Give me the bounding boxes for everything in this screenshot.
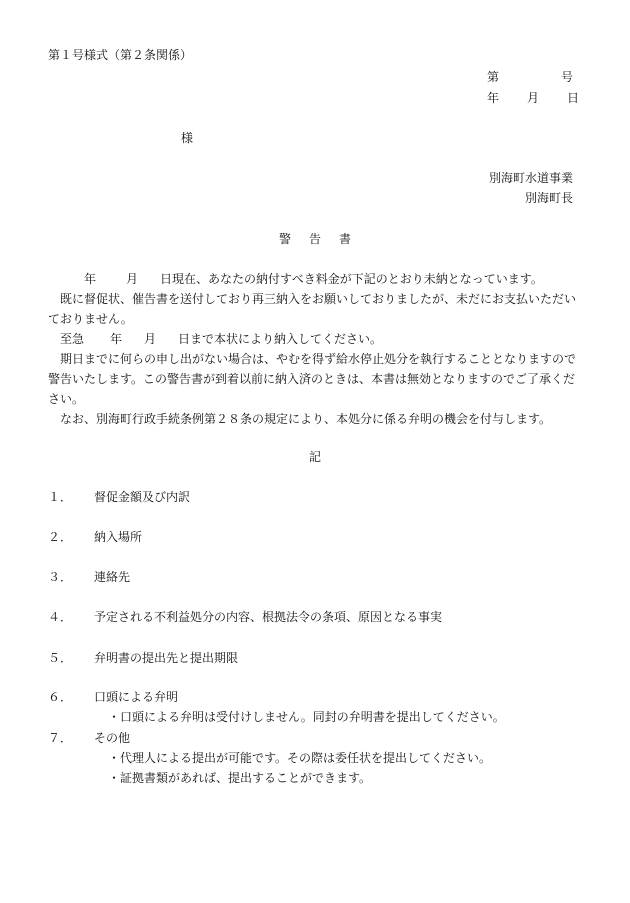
item-label: 口頭による弁明	[94, 690, 179, 704]
item-note: ・口頭による弁明は受付けしません。同封の弁明書を提出してください。	[108, 710, 505, 724]
ki-heading: 記	[308, 450, 321, 464]
list-item	[48, 490, 190, 504]
item-label: 連絡先	[94, 570, 131, 584]
p1-year: 年	[84, 272, 97, 286]
doc-no-suffix: 号	[561, 70, 574, 84]
date-year: 年	[487, 91, 500, 105]
p1-text: 日現在、あなたの納付すべき料金が下記のとおり未納となっています。	[160, 272, 543, 286]
item-label: 督促金額及び内訳	[94, 490, 191, 504]
date-month: 月	[527, 91, 540, 105]
item-number: １．	[48, 490, 73, 504]
p1-month: 月	[126, 272, 139, 286]
document-title: 警告書	[278, 232, 369, 246]
addressee: 様	[181, 131, 194, 145]
item-number: ２．	[48, 530, 73, 544]
paragraph-5: なお、別海町行政手続条例第２８条の規定により、本処分に係る弁明の機会を付与します。	[60, 412, 552, 426]
p3-month: 月	[144, 332, 157, 346]
p3-lead: 至急	[60, 332, 85, 346]
document-date	[487, 91, 579, 105]
paragraph-3	[48, 329, 576, 349]
list-item	[48, 651, 238, 665]
body-text	[48, 269, 576, 429]
list-item	[48, 530, 142, 544]
doc-no-prefix: 第	[487, 70, 500, 84]
p3-text: 日まで本状により納入してください。	[178, 332, 383, 346]
item-label: 予定される不利益処分の内容、根拠法令の条項、原因となる事実	[94, 610, 443, 624]
document-number	[487, 70, 573, 84]
form-number: 第１号様式（第２条関係）	[48, 48, 193, 62]
item-number: ３．	[48, 570, 73, 584]
paragraph-1	[48, 269, 576, 289]
paragraph-4: 期日までに何らの申し出がない場合は、やむを得ず給水停止処分を執行することとなりますので警告いたします。この警告書が到着以前に納入済のときは、本書は無効となりますのでご了承ください。	[48, 352, 577, 406]
issuer-name: 別海町長	[524, 191, 573, 205]
item-number: ６．	[48, 690, 73, 704]
item-number: ５．	[48, 651, 73, 665]
date-day: 日	[567, 91, 580, 105]
list-item	[48, 690, 178, 704]
p3-year: 年	[110, 332, 123, 346]
item-number: ４．	[48, 610, 73, 624]
list-item	[48, 731, 130, 745]
paragraph-2: 既に督促状、催告書を送付しており再三納入をお願いしておりましたが、未だにお支払いただいておりません。	[48, 292, 577, 326]
issuer-organization: 別海町水道事業	[488, 171, 573, 185]
item-label: 納入場所	[94, 530, 143, 544]
list-item	[48, 610, 442, 624]
item-number: ７．	[48, 731, 73, 745]
item-note: ・代理人による提出が可能です。その際は委任状を提出してください。	[108, 751, 492, 765]
item-label: その他	[94, 731, 131, 745]
list-item	[48, 570, 130, 584]
item-label: 弁明書の提出先と提出期限	[94, 651, 239, 665]
item-note: ・証拠書類があれば、提出することができます。	[108, 771, 372, 785]
